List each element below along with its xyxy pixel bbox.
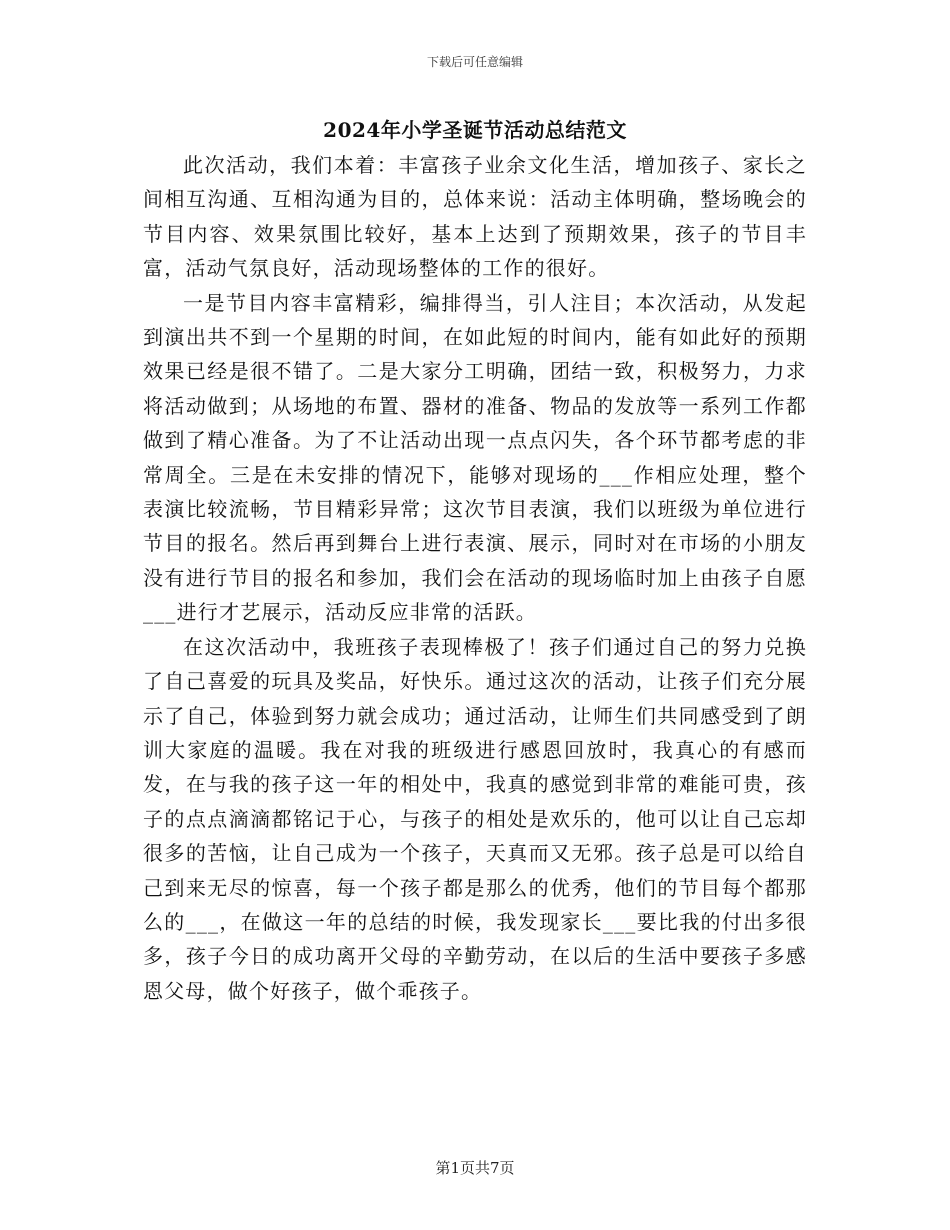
- paragraph-1: 此次活动，我们本着：丰富孩子业余文化生活，增加孩子、家长之间相互沟通、互相沟通为目的，总体来说：活动主体明确，整场晚会的节目内容、效果氛围比较好，基本上达到了预期效果，孩子的节目丰富，活动气氛良好，活动现场整体的工作的很好。: [143, 153, 807, 281]
- paragraph-2: 一是节目内容丰富精彩，编排得当，引人注目；本次活动，从发起到演出共不到一个星期的时间，在如此短的时间内，能有如此好的预期效果已经是很不错了。二是大家分工明确，团结一致，积极努力，力求将活动做到；从场地的布置、器材的准备、物品的发放等一系列工作都做到了精心准备。为了不让活动出现一点点闪失，各个环节都考虑的非常周全。三是在未安排的情况下，能够对现场的___作相应处理，整个表演比较流畅，节目精彩异常；这次节目表演，我们以班级为单位进行节目的报名。然后再到舞台上进行表演、展示，同时对在市场的小朋友没有进行节目的报名和参加，我们会在活动的现场临时加上由孩子自愿___进行才艺展示，活动反应非常的活跃。: [143, 290, 807, 625]
- document-body: [143, 148, 807, 1008]
- top-note: 下载后可任意编辑: [426, 55, 523, 69]
- document-title: 2024年小学圣诞节活动总结范文: [323, 118, 627, 142]
- paragraph-3: 在这次活动中，我班孩子表现棒极了！孩子们通过自己的努力兑换了自己喜爱的玩具及奖品，好快乐。通过这次的活动，让孩子们充分展示了自己，体验到努力就会成功；通过活动，让师生们共同感受到了朗训大家庭的温暖。我在对我的班级进行感恩回放时，我真心的有感而发，在与我的孩子这一年的相处中，我真的感觉到非常的难能可贵，孩子的点点滴滴都铭记于心，与孩子的相处是欢乐的，他可以让自己忘却很多的苦恼，让自己成为一个孩子，天真而又无邪。孩子总是可以给自己到来无尽的惊喜，每一个孩子都是那么的优秀，他们的节目每个都那么的___，在做这一年的总结的时候，我发现家长___要比我的付出多很多，孩子今日的成功离开父母的辛勤劳动，在以后的生活中要孩子多感恩父母，做个好孩子，做个乖孩子。: [143, 634, 807, 1003]
- page-footer: 第1页共7页: [435, 1159, 515, 1177]
